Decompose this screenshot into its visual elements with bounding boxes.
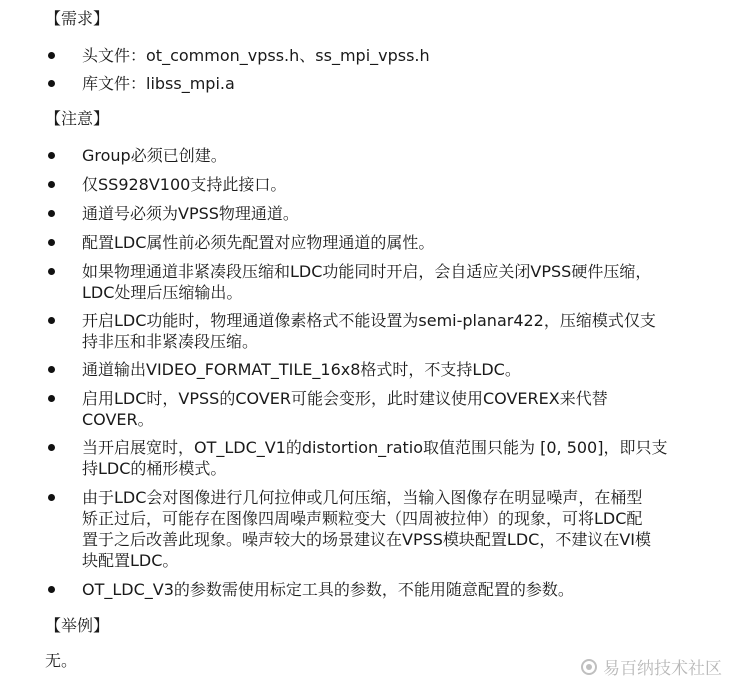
bullet-icon bbox=[48, 181, 55, 188]
bullet-icon bbox=[48, 586, 55, 593]
requirement-heading: 【需求】 bbox=[45, 9, 110, 28]
bullet-icon bbox=[48, 395, 55, 402]
note-line: 矫正过后，可能存在图像四周噪声颗粒变大（四周被拉伸）的现象，可将LDC配 bbox=[82, 509, 643, 528]
note-line: 启用LDC时，VPSS的COVER可能会变形，此时建议使用COVEREX来代替 bbox=[82, 389, 608, 408]
example-text: 无。 bbox=[45, 651, 78, 670]
watermark-text: 易百纳技术社区 bbox=[603, 659, 722, 679]
notes-heading: 【注意】 bbox=[45, 109, 110, 128]
bullet-icon bbox=[48, 317, 55, 324]
bullet-icon bbox=[48, 52, 55, 59]
note-line: 配置LDC属性前必须先配置对应物理通道的属性。 bbox=[82, 233, 435, 252]
example-heading: 【举例】 bbox=[45, 616, 110, 635]
note-line: 通道号必须为VPSS物理通道。 bbox=[82, 204, 299, 223]
note-line: 如果物理通道非紧凑段压缩和LDC功能同时开启，会自适应关闭VPSS硬件压缩， bbox=[82, 262, 652, 281]
note-line: 开启LDC功能时，物理通道像素格式不能设置为semi-planar422，压缩模式仅支 bbox=[82, 311, 656, 330]
note-line: 持LDC的桶形模式。 bbox=[82, 459, 227, 478]
bullet-icon bbox=[48, 494, 55, 501]
bullet-icon bbox=[48, 366, 55, 373]
note-line: 块配置LDC。 bbox=[82, 551, 179, 570]
bullet-icon bbox=[48, 239, 55, 246]
note-line: 当开启展宽时，OT_LDC_V1的distortion_ratio取值范围只能为 [0, 500]，即只支 bbox=[82, 438, 668, 457]
note-line: OT_LDC_V3的参数需使用标定工具的参数，不能用随意配置的参数。 bbox=[82, 580, 574, 599]
note-line: Group必须已创建。 bbox=[82, 146, 227, 165]
note-line: 由于LDC会对图像进行几何拉伸或几何压缩，当输入图像存在明显噪声，在桶型 bbox=[82, 488, 643, 507]
bullet-icon bbox=[48, 152, 55, 159]
bullet-icon bbox=[48, 210, 55, 217]
note-line: 通道输出VIDEO_FORMAT_TILE_16x8格式时，不支持LDC。 bbox=[82, 360, 521, 379]
logo-icon bbox=[581, 659, 597, 675]
bullet-icon bbox=[48, 80, 55, 87]
requirement-item: 库文件：libss_mpi.a bbox=[82, 74, 235, 93]
note-line: LDC处理后压缩输出。 bbox=[82, 283, 243, 302]
note-line: 持非压和非紧凑段压缩。 bbox=[82, 332, 259, 351]
note-line: 仅SS928V100支持此接口。 bbox=[82, 175, 287, 194]
bullet-icon bbox=[48, 268, 55, 275]
note-line: COVER。 bbox=[82, 410, 154, 429]
note-line: 置于之后改善此现象。噪声较大的场景建议在VPSS模块配置LDC，不建议在VI模 bbox=[82, 530, 651, 549]
bullet-icon bbox=[48, 444, 55, 451]
requirement-item: 头文件：ot_common_vpss.h、ss_mpi_vpss.h bbox=[82, 46, 430, 65]
watermark bbox=[581, 654, 722, 679]
